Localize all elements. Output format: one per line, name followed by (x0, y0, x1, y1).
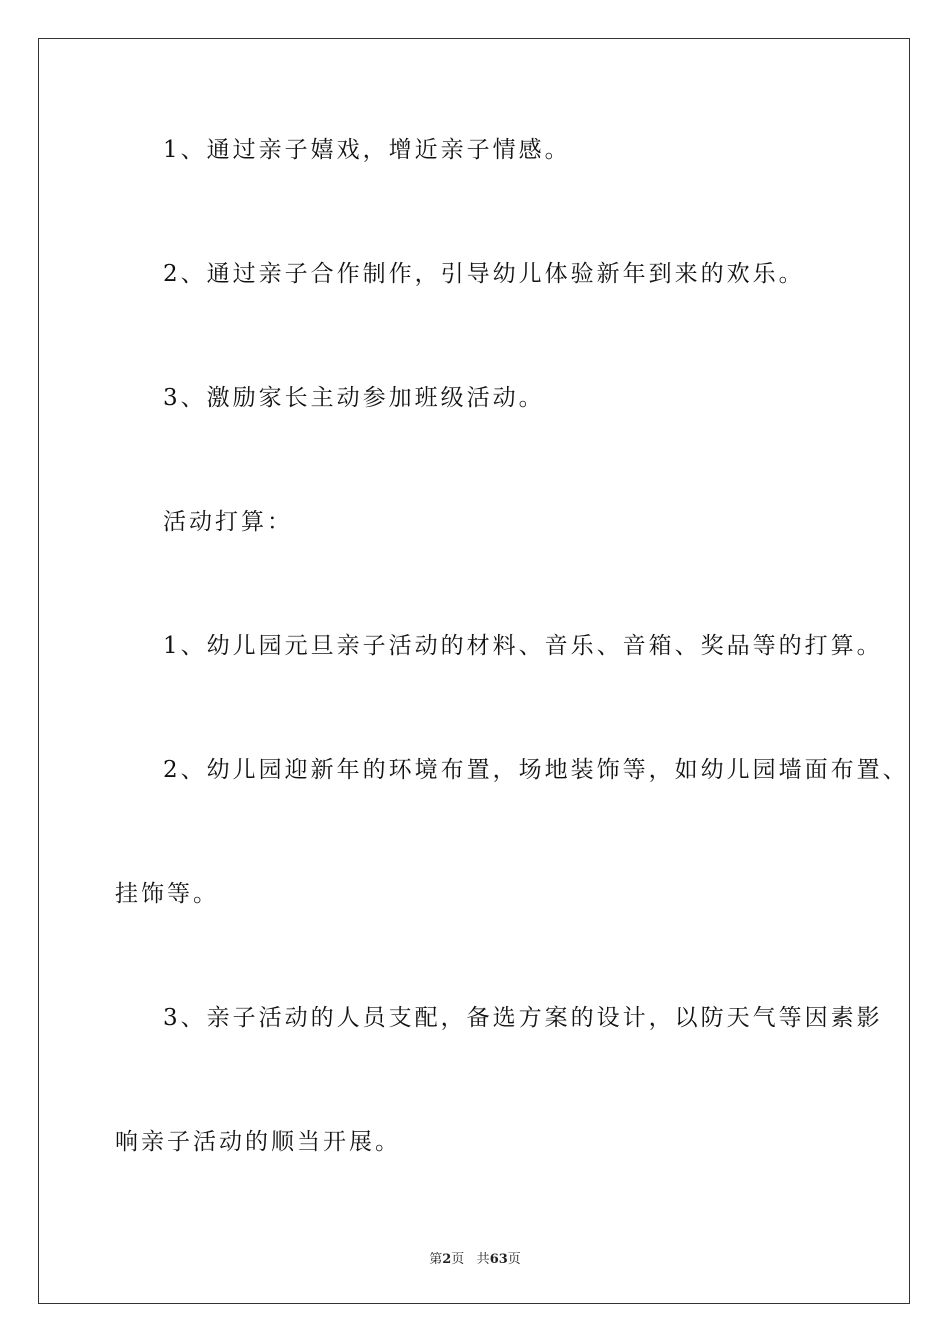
footer-page-suffix: 页 (451, 1252, 465, 1267)
page-footer (0, 1248, 950, 1267)
goal-line-3: 3、激励家长主动参加班级活动。 (163, 385, 545, 411)
footer-total-prefix: 共 (476, 1252, 490, 1267)
prep-line-1: 1、幼儿园元旦亲子活动的材料、音乐、音箱、奖品等的打算。 (163, 633, 883, 659)
goal-line-2: 2、通过亲子合作制作，引导幼儿体验新年到来的欢乐。 (163, 261, 805, 287)
page-frame (38, 38, 910, 1304)
section-heading: 活动打算： (163, 509, 293, 535)
footer-page-prefix: 第 (429, 1252, 443, 1267)
goal-line-1: 1、通过亲子嬉戏，增近亲子情感。 (163, 137, 571, 163)
footer-total-suffix: 页 (507, 1252, 521, 1267)
prep-line-2-continued: 挂饰等。 (115, 881, 219, 907)
prep-line-2: 2、幼儿园迎新年的环境布置，场地装饰等，如幼儿园墙面布置、 (163, 757, 909, 783)
prep-line-3-continued: 响亲子活动的顺当开展。 (115, 1129, 401, 1155)
prep-line-3: 3、亲子活动的人员支配，备选方案的设计，以防天气等因素影 (163, 1005, 883, 1031)
footer-page-number: 2 (442, 1252, 452, 1267)
footer-total-pages: 63 (489, 1252, 508, 1267)
